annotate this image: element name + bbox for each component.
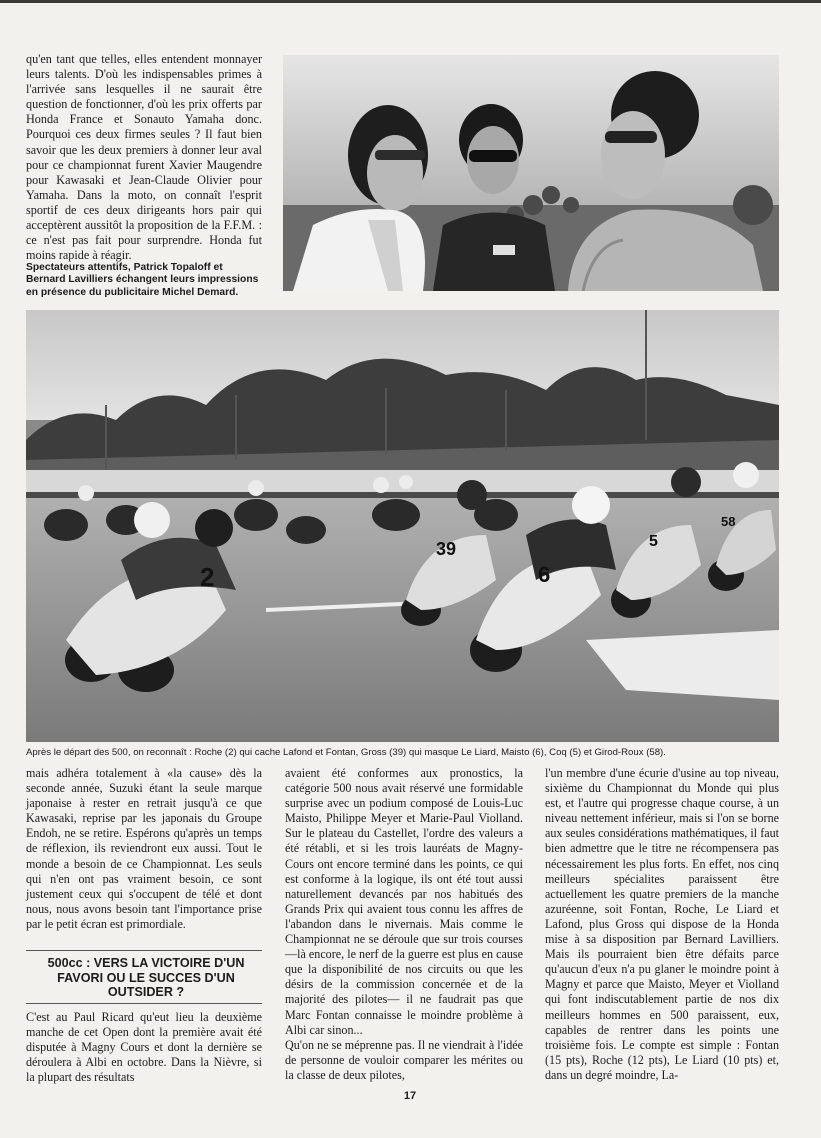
photo-spectators bbox=[283, 55, 779, 291]
column-2-continued: Qu'on ne se méprenne pas. Il ne viendrait à l'idée de personne de vouloir comparer les mérites ou la classe de deux pilotes, bbox=[285, 1037, 523, 1082]
section-heading: 500cc : VERS LA VICTOIRE D'UN FAVORI OU LE SUCCES D'UN OUTSIDER ? bbox=[47, 956, 245, 1000]
race-number-5: 5 bbox=[649, 533, 658, 550]
column-1-continued: C'est au Paul Ricard qu'eut lieu la deuxième manche de cet Open dont la première avait été disputée à Magny Cours et dont la dernière se déroulera à Albi en octobre. Dans la Nièvre, si la plupart des résultats bbox=[26, 1010, 262, 1085]
heading-rule-top bbox=[26, 950, 262, 951]
top-border bbox=[0, 0, 821, 3]
photo-top-caption: Spectateurs attentifs, Patrick Topaloff et Bernard Lavilliers échangent leurs impressions en présence du publicitaire Michel Demard. bbox=[26, 262, 259, 298]
column-1-paragraph: mais adhéra totalement à «la cause» dès la seconde année, Suzuki étant la seule marque japonaise à rester en retrait jusqu'à ce que Kawasaki, reprise par les japonais du Groupe Endoh, ne se retire. Espérons qu'après un temps de réflexion, ils reviendront eux aussi. Tout le monde a besoin de ce Championnat. Les seuls qui n'en ont pas vraiment besoin, ce sont justement ceux qui s'occupent de télé et dont nous, nous avons besoin tant l'importance prise par le petit écran est primordiale. bbox=[26, 766, 262, 931]
column-2-text: avaient été conformes aux pronostics, la catégorie 500 nous avait réservé une formidable surprise avec un podium composé de Louis-Luc Maisto, Philippe Meyer et Marie-Paul Violland. Sur le plateau du Castellet, l'ordre des valeurs a été rétabli, et si les trois lauréats de Magny-Cours ont encore terminé dans les points, ce qui est conforme à la logique, ils ont été tout aussi naturellement devancés par nos habitués des Grands Prix qui avaient tous connu les affres de l'abandon dans le nivernais. Mais comme le Championnat ne se déroule que sur trois courses —là encore, le nerf de la guerre est plus en cause que la disponibilité de nos circuits ou que les désirs de la commission concernée et de la majorité des pilotes— il ne faudrait pas que Marc Fontan connaisse le moindre problème à Albi car sinon... bbox=[285, 766, 523, 1037]
photo-race-start bbox=[26, 310, 779, 742]
race-number-39: 39 bbox=[436, 539, 457, 559]
column-3-paragraph: l'un membre d'une écurie d'usine au top niveau, sixième du Championnat du Monde qui plus est, et l'autre qui progresse chaque course, à un niveau nettement inférieur, mais si l'on se borne aux seules considérations mathématiques, il faut bien admettre que le titre ne récompensera pas nécessairement les plus forts. En effet, nos cinq meilleurs spécialites paraissent être actuellement les quatre premiers de la manche azuréenne, soit Fontan, Roche, Le Liard et Lafond, plus Gross qui dispose de la Honda mise à sa disposition par Bernard Lavilliers. Mais ils pourraient bien être défaits parce qu'aucun d'eux n'a pu glaner le moindre point à Magny et parce que Maisto, Meyer et Violland qui font indiscutablement partie de nos dix meilleurs hommes en 500 paraissent, eux, capables de rentrer dans les points une troisième fois. Le compte est simple : Fontan (15 pts), Roche (12 pts), Le Liard (10 pts) et, dans un degré moindre, La- bbox=[545, 766, 779, 1082]
race-number-2: 2 bbox=[200, 562, 215, 592]
race-number-6: 6 bbox=[538, 562, 551, 587]
intro-paragraph: qu'en tant que telles, elles entendent monnayer leurs talents. D'où les indispensables primes à l'arrivée sans lesquelles il ne saurait être question de fonctionner, d'où les prix offerts par Honda France et Sonauto Yamaha donc. Pourquoi ces deux firmes seules ? Il faut bien savoir que les deux premiers à donner leur aval pour ce championnat furent Xavier Maugendre pour Kawasaki et Jean-Claude Olivier pour Yamaha. Dans la moto, on connaît l'esprit sportif de ces deux dirigeants hors pair qui acceptèrent aussitôt la proposition de la F.F.M. : ce n'est pas fait pour surprendre. Honda fut moins rapide à réagir. bbox=[26, 52, 262, 263]
heading-rule-bottom bbox=[26, 1003, 262, 1004]
race-number-58: 58 bbox=[721, 514, 736, 529]
page-number: 17 bbox=[403, 1090, 417, 1102]
column-2-paragraph bbox=[285, 766, 523, 1083]
photo-race-caption: Après le départ des 500, on reconnaît : Roche (2) qui cache Lafond et Fontan, Gross (39) qui masque Le Liard, Maisto (6), Coq (5) et Girod-Roux (58). bbox=[26, 747, 666, 758]
